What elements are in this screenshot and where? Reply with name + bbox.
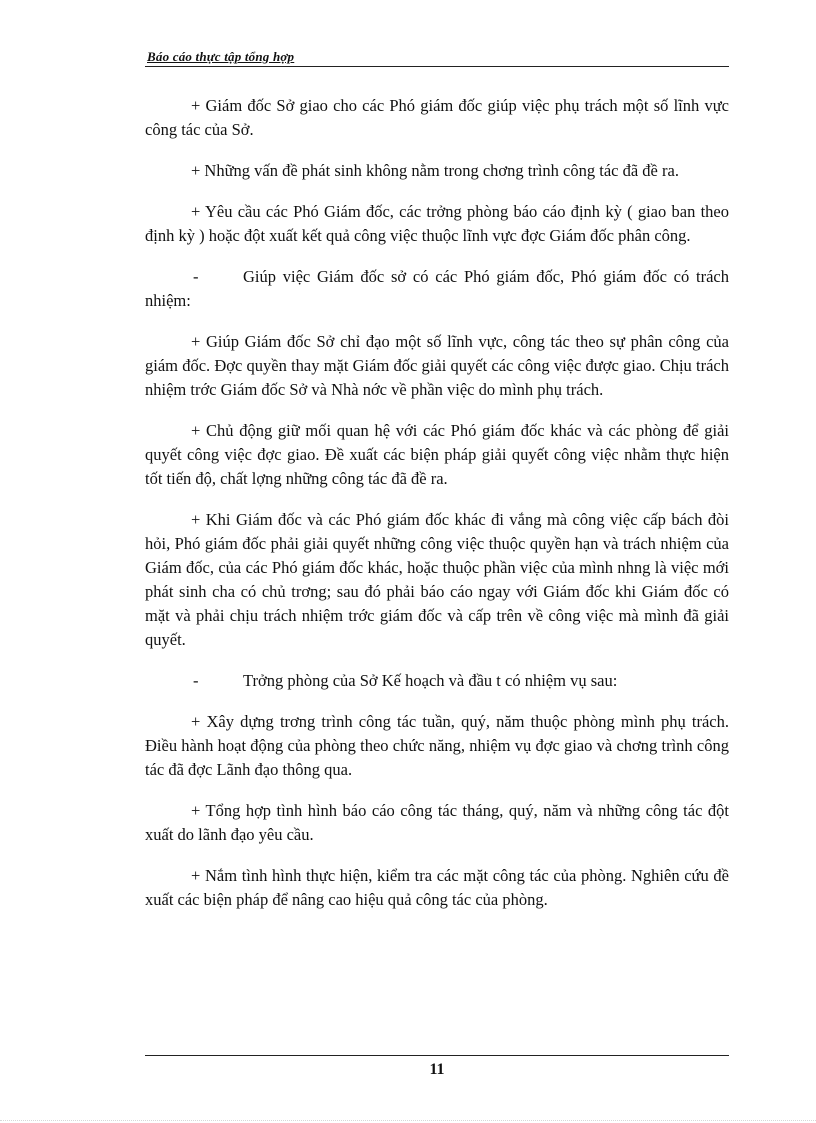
document-body xyxy=(145,94,729,929)
header-title: Báo cáo thực tập tổng hợp xyxy=(147,49,295,64)
paragraph-dash xyxy=(145,669,729,693)
paragraph-dash xyxy=(145,265,729,313)
paragraph-plus: + Giúp Giám đốc Sở chỉ đạo một số lĩnh vực, công tác theo sự phân công của giám đốc. Đợc quyền thay mặt Giám đốc giải quyết các công việc được giao. Chịu trách nhiệm trớc Giám đốc Sở và Nhà nớc về phần việc do mình phụ trách. xyxy=(145,332,729,399)
page-header xyxy=(145,48,729,67)
paragraph-text: Giúp việc Giám đốc sở có các Phó giám đốc, Phó giám đốc có trách nhiệm: xyxy=(145,267,729,310)
paragraph-plus: + Xây dựng trơng trình công tác tuần, quý, năm thuộc phòng mình phụ trách. Điều hành hoạt động của phòng theo chức năng, nhiệm vụ đợc giao và chơng trình công tác đã đợc Lãnh đạo thông qua. xyxy=(145,712,729,779)
paragraph-text: Trởng phòng của Sở Kế hoạch và đầu t có nhiệm vụ sau: xyxy=(243,671,618,690)
dash-marker: - xyxy=(193,671,199,690)
page-footer xyxy=(145,1055,729,1079)
paragraph-plus: + Những vấn đề phát sinh không nằm trong chơng trình công tác đã đề ra. xyxy=(191,161,679,180)
paragraph-plus: + Nắm tình hình thực hiện, kiểm tra các mặt công tác của phòng. Nghiên cứu đề xuất các biện pháp để nâng cao hiệu quả công tác của phòng. xyxy=(145,866,729,909)
page-number: 11 xyxy=(429,1061,445,1078)
dash-marker: - xyxy=(193,267,199,286)
paragraph-plus: + Yêu cầu các Phó Giám đốc, các trởng phòng báo cáo định kỳ ( giao ban theo định kỳ ) hoặc đột xuất kết quả công việc thuộc lĩnh vực đợc Giám đốc phân công. xyxy=(145,202,729,245)
paragraph-plus: + Chủ động giữ mối quan hệ với các Phó giám đốc khác và các phòng để giải quyết công việc đợc giao. Đề xuất các biện pháp giải quyết công việc nhằm thực hiện tốt tiến độ, chất lợng những công tác đã đề ra. xyxy=(145,421,729,488)
page-edge-divider xyxy=(0,1120,816,1121)
paragraph-plus: + Khi Giám đốc và các Phó giám đốc khác đi vắng mà công việc cấp bách đòi hỏi, Phó giám đốc phải giải quyết những công việc thuộc quyền hạn và trách nhiệm của Giám đốc, của các Phó giám đốc khác, hoặc thuộc phần việc của mình nhng là việc mới phát sinh cha có chủ trơng; sau đó phải báo cáo ngay với Giám đốc khi Giám đốc có mặt và phải chịu trách nhiệm trớc giám đốc và cấp trên về công việc mà mình đã giải quyết. xyxy=(145,510,729,649)
paragraph-plus: + Giám đốc Sở giao cho các Phó giám đốc giúp việc phụ trách một số lĩnh vực công tác của Sở. xyxy=(145,96,729,139)
paragraph-plus: + Tổng hợp tình hình báo cáo công tác tháng, quý, năm và những công tác đột xuất do lãnh đạo yêu cầu. xyxy=(145,801,729,844)
